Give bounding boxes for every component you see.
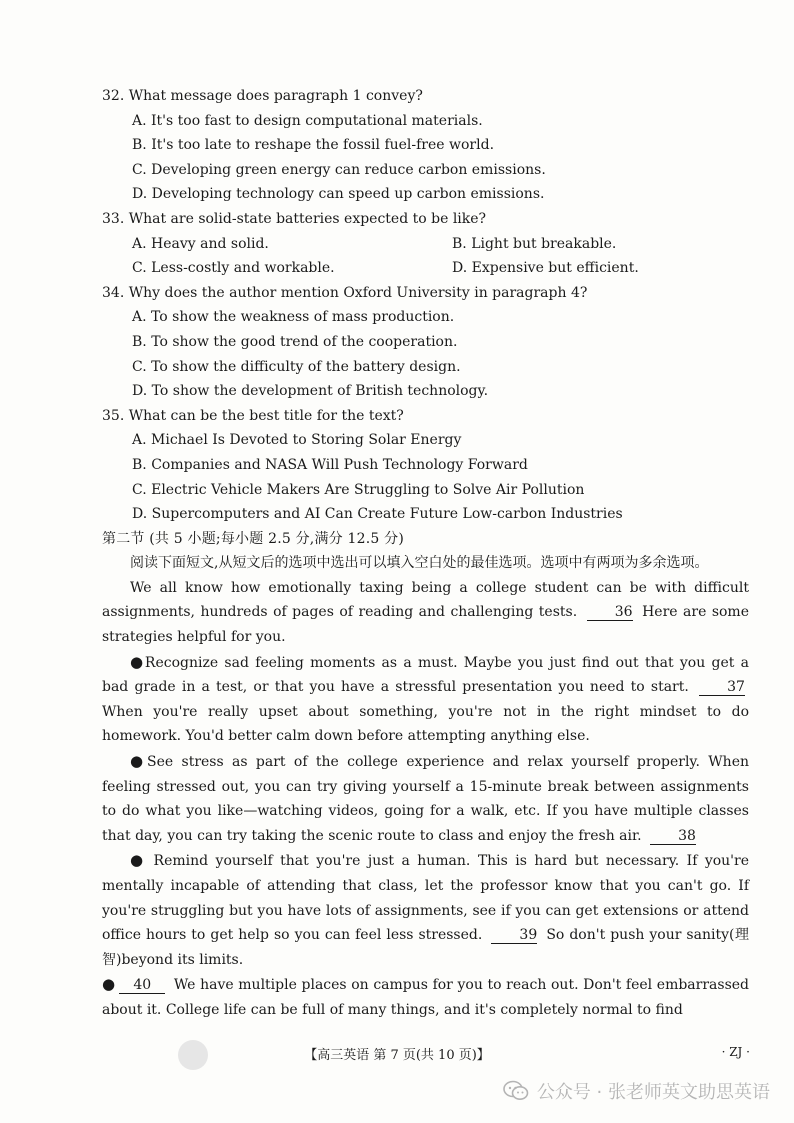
section-instruction: 阅读下面短文,从短文后的选项中选出可以填入空白处的最佳选项。选项中有两项为多余选项。 (130, 555, 709, 572)
paragraph-text: So don't push your sanity(理智)beyond its limits. (102, 927, 749, 968)
question-stem: 34. Why does the author mention Oxford University in paragraph 4? (102, 284, 588, 301)
question-35 (102, 404, 749, 527)
blank-40: 40 (119, 977, 165, 994)
passage-paragraph-2 (102, 650, 749, 749)
blank-38: 38 (650, 828, 696, 845)
option-d: D. To show the development of British technology. (132, 383, 489, 400)
option-b: B. Companies and NASA Will Push Technology Forward (132, 456, 528, 473)
page-footer: 【高三英语 第 7 页(共 10 页)】 (304, 1048, 490, 1063)
paragraph-text: Remind yourself that you're just a human. This is hard but necessary. If you're mentally incapable of attending that class, let the professor know that you can't go. If you're struggling but you have lots of assignments, see if you can get extensions or attend office hours to get help so you can feel less stressed. (102, 853, 749, 944)
option-d: D. Supercomputers and AI Can Create Future Low-carbon Industries (132, 506, 623, 523)
question-stem: 33. What are solid-state batteries expected to be like? (102, 210, 487, 227)
option-d: D. Developing technology can speed up carbon emissions. (132, 186, 545, 203)
passage-paragraph-3 (102, 749, 749, 848)
option-c: C. Electric Vehicle Makers Are Struggling to Solve Air Pollution (132, 481, 585, 498)
option-a: A. Michael Is Devoted to Storing Solar Energy (132, 432, 462, 449)
paragraph-text: See stress as part of the college experience and relax yourself properly. When feeling stressed out, you can try giving yourself a 15-minute break between assignments to do what you like—watching videos, going for a walk, etc. If you have multiple classes that day, you can try taking the scenic route to class and enjoy the fresh air. (102, 754, 749, 844)
blank-36: 36 (587, 604, 633, 621)
bullet-icon: ● (130, 851, 147, 870)
question-34 (102, 281, 749, 404)
footer-code: · ZJ · (721, 1045, 750, 1059)
option-b: B. It's too late to reshape the fossil fuel-free world. (132, 137, 495, 154)
bullet-icon: ● (130, 752, 147, 771)
option-b: B. Light but breakable. (452, 235, 617, 252)
option-row (102, 232, 749, 257)
option-a: A. It's too fast to design computational materials. (132, 112, 483, 129)
passage-paragraph-4 (102, 848, 749, 972)
option-c: C. Less-costly and workable. (132, 260, 335, 277)
bullet-icon: ● (102, 975, 116, 994)
watermark-text: 公众号 · 张老师英文助思英语 (536, 1082, 770, 1103)
option-a: A. Heavy and solid. (132, 235, 269, 252)
option-c: C. Developing green energy can reduce carbon emissions. (132, 161, 546, 178)
question-stem: 35. What can be the best title for the text? (102, 407, 404, 424)
option-d: D. Expensive but efficient. (452, 260, 639, 277)
option-c: C. To show the difficulty of the battery design. (132, 358, 461, 375)
option-row (102, 256, 749, 281)
page-content (102, 84, 749, 1023)
question-32 (102, 84, 749, 207)
paragraph-text: We have multiple places on campus for you to reach out. Don't feel embarrassed about it. College life can be full of many things, and it's completely normal to find (102, 977, 750, 1018)
paragraph-text: When you're really upset about something, you're not in the right mindset to do homework. You'd better calm down before attempting anything else. (102, 703, 749, 745)
question-33 (102, 207, 749, 281)
passage-paragraph-5 (102, 972, 749, 1022)
section-heading: 第二节 (共 5 小题;每小题 2.5 分,满分 12.5 分) (102, 530, 404, 547)
watermark (503, 1078, 770, 1104)
paragraph-text: Recognize sad feeling moments as a must. Maybe you just find out that you get a bad grade in a test, or that you have a stressful presentation you need to start. (102, 654, 749, 696)
blank-39: 39 (491, 927, 537, 944)
passage-paragraph-1 (102, 576, 749, 650)
blank-37: 37 (699, 679, 745, 696)
paragraph-text: We all know how emotionally taxing being a college student can be with difficult assignments, hundreds of pages of reading and challenging tests. (102, 579, 749, 621)
option-a: A. To show the weakness of mass production. (132, 309, 455, 326)
option-b: B. To show the good trend of the cooperation. (132, 333, 458, 350)
question-stem: 32. What message does paragraph 1 convey? (102, 88, 423, 104)
paragraph-text: Here are some strategies helpful for you. (102, 604, 749, 646)
bullet-icon: ● (130, 652, 145, 671)
wechat-icon (503, 1080, 529, 1102)
